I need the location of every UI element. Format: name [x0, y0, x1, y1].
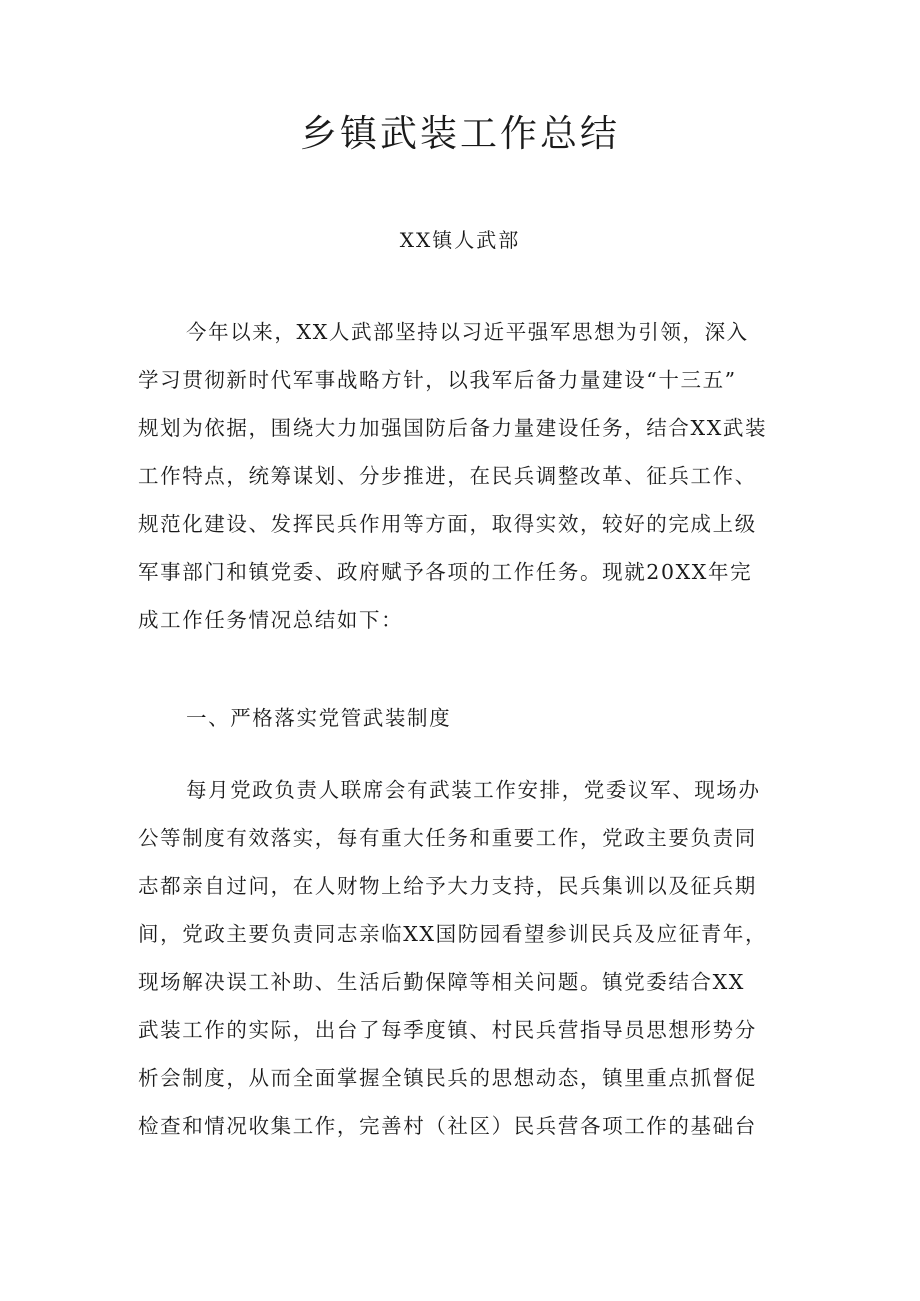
- paragraph-line: 成工作任务情况总结如下：: [138, 608, 404, 632]
- section-heading: 一、严格落实党管武装制度: [186, 706, 452, 730]
- paragraph-line: 学习贯彻新时代军事战略方针，以我军后备力量建设“十三五”: [138, 368, 737, 392]
- intro-paragraph: [138, 308, 798, 644]
- paragraph-line: 公等制度有效落实，每有重大任务和重要工作，党政主要负责同: [138, 826, 757, 850]
- paragraph-line: 规范化建设、发挥民兵作用等方面，取得实效，较好的完成上级: [138, 512, 757, 536]
- section-1-paragraph: [138, 766, 798, 1150]
- paragraph-line: 析会制度，从而全面掌握全镇民兵的思想动态，镇里重点抓督促: [138, 1066, 757, 1090]
- paragraph-line: 军事部门和镇党委、政府赋予各项的工作任务。现就20XX年完: [138, 560, 753, 584]
- paragraph-line: 间，党政主要负责同志亲临XX国防园看望参训民兵及应征青年，: [138, 922, 768, 946]
- paragraph-line: 武装工作的实际，出台了每季度镇、村民兵营指导员思想形势分: [138, 1018, 757, 1042]
- paragraph-line: 检查和情况收集工作，完善村（社区）民兵营各项工作的基础台: [138, 1114, 757, 1138]
- paragraph-line: 每月党政负责人联席会有武装工作安排，党委议军、现场办: [186, 778, 761, 802]
- paragraph-line: 志都亲自过问，在人财物上给予大力支持，民兵集训以及征兵期: [138, 874, 757, 898]
- document-subtitle: XX镇人武部: [399, 228, 521, 252]
- paragraph-line: 工作特点，统筹谋划、分步推进，在民兵调整改革、征兵工作、: [138, 464, 757, 488]
- paragraph-line: 今年以来，XX人武部坚持以习近平强军思想为引领，深入: [186, 320, 749, 344]
- document-title: 乡镇武装工作总结: [300, 112, 620, 155]
- paragraph-line: 现场解决误工补助、生活后勤保障等相关问题。镇党委结合XX: [138, 970, 745, 994]
- paragraph-line: 规划为依据，围绕大力加强国防后备力量建设任务，结合XX武装: [138, 416, 768, 440]
